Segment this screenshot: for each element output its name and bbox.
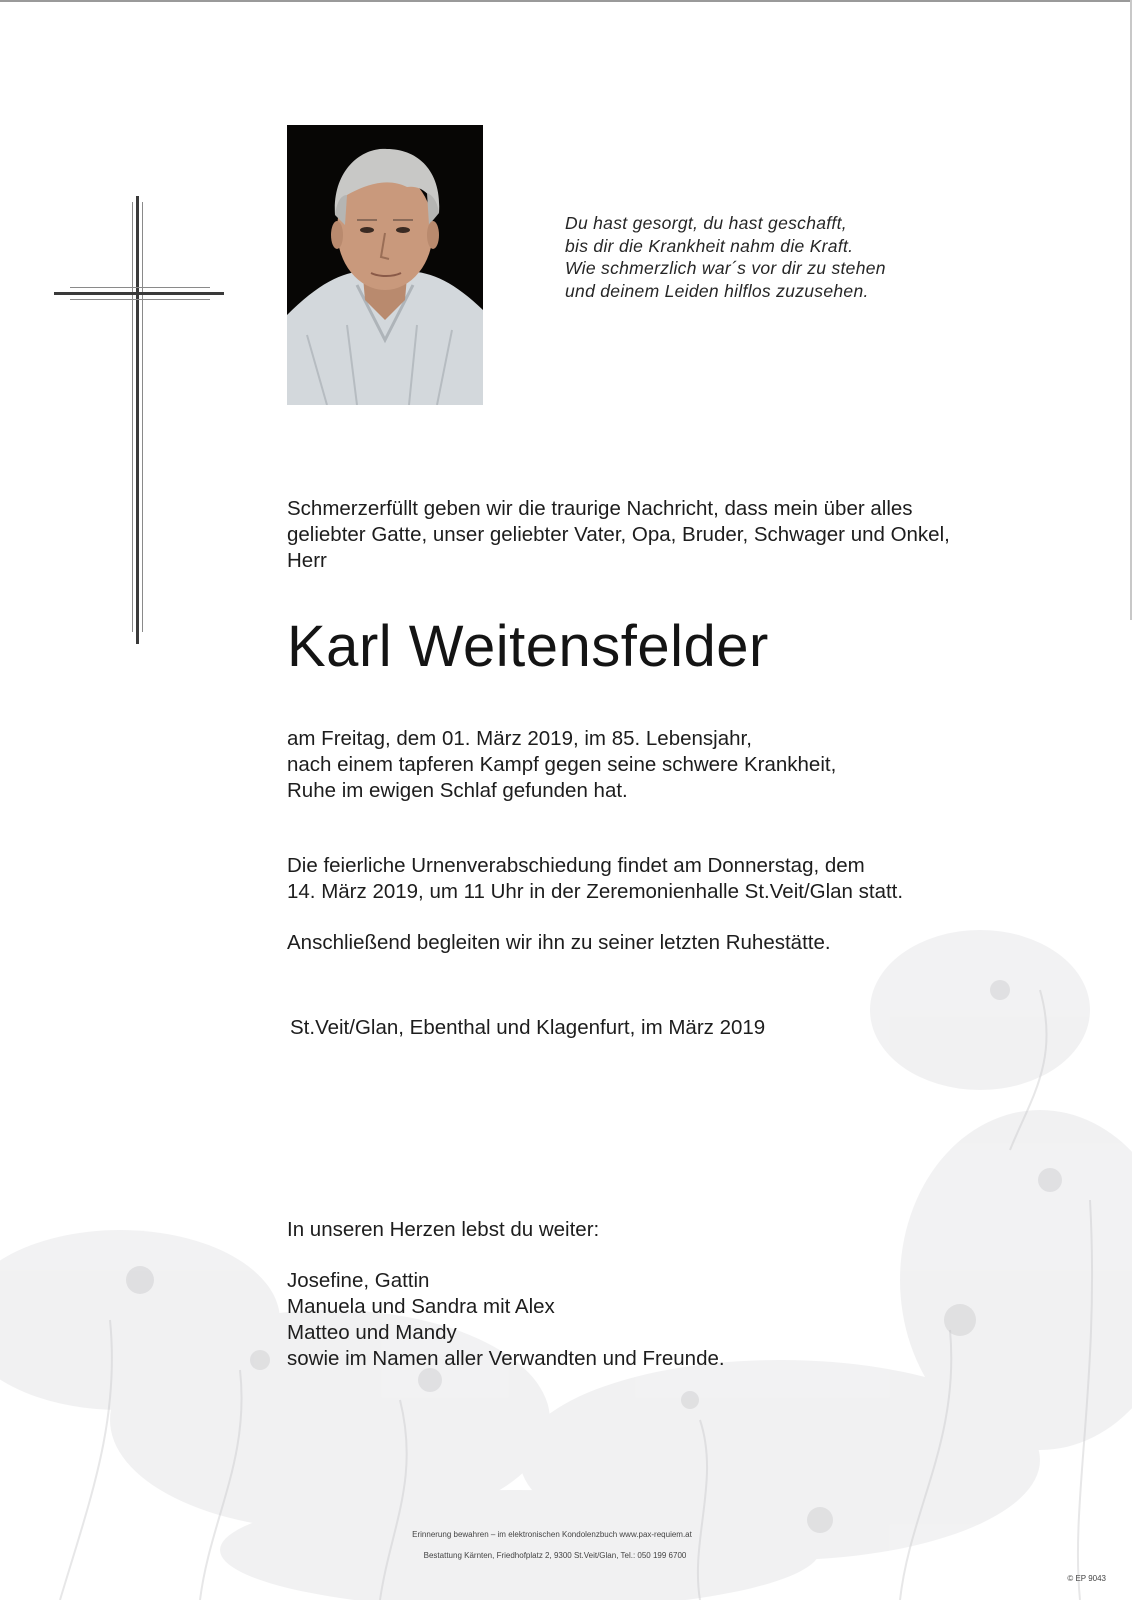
cross-icon	[50, 196, 230, 644]
intro-line: Schmerzerfüllt geben wir die traurige Nachricht, dass mein über alles	[287, 497, 913, 520]
death-notice-line: Ruhe im ewigen Schlaf gefunden hat.	[287, 779, 628, 802]
intro-line: geliebter Gatte, unser geliebter Vater, Opa, Bruder, Schwager und Onkel,	[287, 523, 950, 546]
survivors-list	[287, 1268, 725, 1372]
portrait-photo	[287, 125, 483, 405]
death-notice-line: am Freitag, dem 01. März 2019, im 85. Lebensjahr,	[287, 727, 752, 750]
verse	[565, 212, 886, 302]
death-notice-line: nach einem tapferen Kampf gegen seine schwere Krankheit,	[287, 753, 837, 776]
survivors-heading	[287, 1217, 599, 1243]
afterwards-notice	[287, 930, 831, 956]
background-texture	[0, 900, 1132, 1600]
verse-line: bis dir die Krankheit nahm die Kraft.	[565, 235, 854, 256]
survivor-line: sowie im Namen aller Verwandten und Freunde.	[287, 1347, 725, 1370]
page-top-rule	[0, 0, 1132, 2]
verse-line: Wie schmerzlich war´s vor dir zu stehen	[565, 258, 886, 278]
survivor-line: Manuela und Sandra mit Alex	[287, 1295, 555, 1318]
footer-condolence-line: Erinnerung bewahren – im elektronischen Kondolenzbuch www.pax-requiem.at	[412, 1530, 692, 1539]
survivor-line: Matteo und Mandy	[287, 1321, 457, 1344]
place-date	[290, 1015, 765, 1041]
footer-address-line: Bestattung Kärnten, Friedhofplatz 2, 9300 St.Veit/Glan, Tel.: 050 199 6700	[423, 1551, 687, 1560]
verse-line: Du hast gesorgt, du hast geschafft,	[565, 213, 847, 233]
intro-line: Herr	[287, 549, 327, 572]
afterwards-line: Anschließend begleiten wir ihn zu seiner letzten Ruhestätte.	[287, 931, 831, 954]
death-notice	[287, 726, 836, 804]
verse-line: und deinem Leiden hilflos zuzusehen.	[565, 280, 869, 301]
catalog-code: © EP 9043	[1067, 1574, 1106, 1583]
survivors-heading-line: In unseren Herzen lebst du weiter:	[287, 1218, 600, 1241]
place-date-line: St.Veit/Glan, Ebenthal und Klagenfurt, im März 2019	[290, 1016, 766, 1039]
ceremony-notice	[287, 853, 903, 905]
ceremony-line: 14. März 2019, um 11 Uhr in der Zeremonienhalle St.Veit/Glan statt.	[287, 880, 904, 903]
ceremony-line: Die feierliche Urnenverabschiedung findet am Donnerstag, dem	[287, 854, 865, 877]
intro-paragraph	[287, 496, 950, 574]
deceased-name: Karl Weitensfelder	[287, 614, 769, 679]
survivor-line: Josefine, Gattin	[287, 1269, 430, 1292]
